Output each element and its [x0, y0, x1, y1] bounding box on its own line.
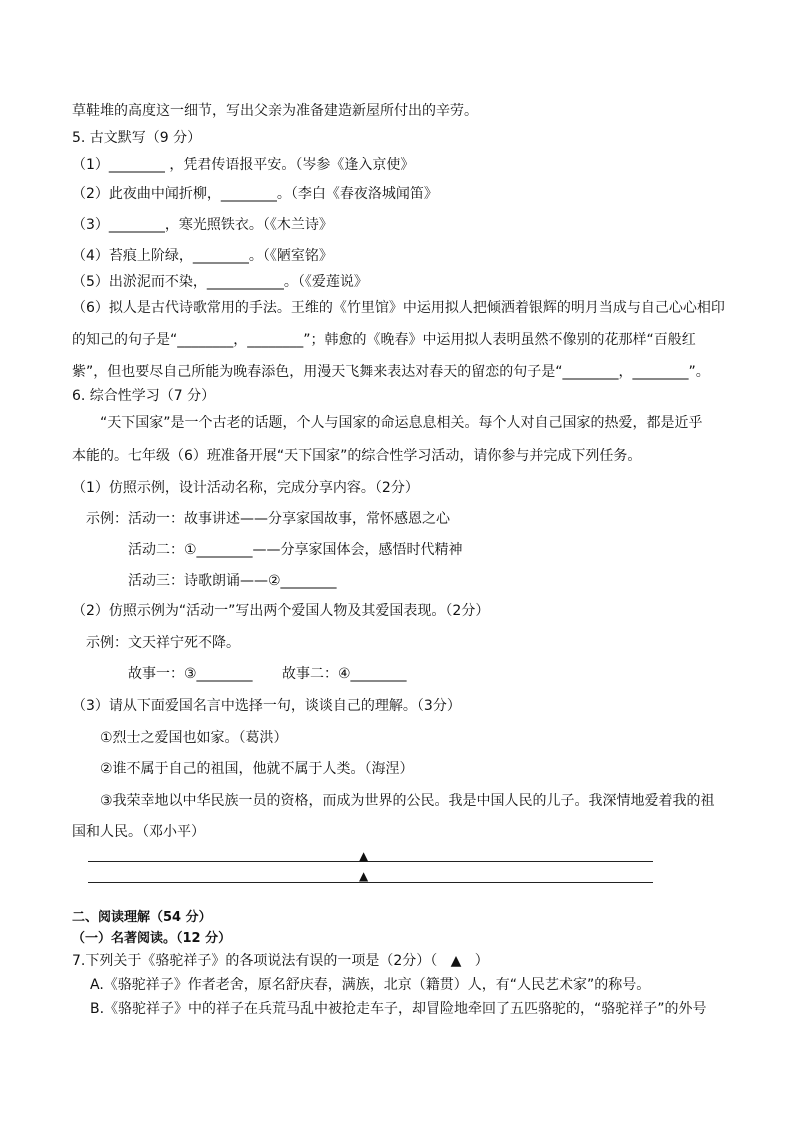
- subsection-heading-classics: （一）名著阅读。（12 分）: [72, 931, 232, 946]
- question-item: （3）请从下面爱国名言中选择一句，谈谈自己的理解。（3分）: [72, 698, 461, 714]
- paragraph-line: 本能的。七年级（6）班准备开展“天下国家”的综合性学习活动，请你参与并完成下列任务。: [72, 448, 642, 464]
- question-item: （3）________，寒光照铁衣。（《木兰诗》: [72, 217, 333, 233]
- quote-line: ③我荣幸地以中华民族一员的资格，而成为世界的公民。我是中国人民的儿子。我深情地爱着我的祖: [100, 793, 715, 809]
- triangle-marker: ▲: [359, 849, 369, 863]
- question-item: （2）此夜曲中闻折柳，________。（李白《春夜洛城闻笛》: [72, 186, 438, 202]
- option-b: B.《骆驼祥子》中的祥子在兵荒马乱中被抢走车子，却冒险地牵回了五匹骆驼的，“骆驼祥子”的外号: [90, 1001, 707, 1017]
- example-line: 活动二：①________——分享家国体会，感悟时代精神: [128, 542, 463, 558]
- question-item: （1）仿照示例，设计活动名称，完成分享内容。（2分）: [72, 480, 419, 496]
- question-item-continued: 紫”，但也要尽自己所能为晚春添色，用漫天飞舞来表达对春天的留恋的句子是“________，________”。: [72, 364, 710, 380]
- story-blank: 故事一：③________: [128, 666, 253, 682]
- section-heading-reading: 二、阅读理解（54 分）: [72, 910, 212, 925]
- section-heading-comprehensive-study: 6. 综合性学习（7 分）: [72, 388, 216, 404]
- example-line: 活动三：诗歌朗诵——②________: [128, 573, 337, 589]
- triangle-marker: ▲: [359, 869, 369, 883]
- question-item: （1）________ ，凭君传语报平安。（岑参《逢入京使》: [72, 157, 415, 173]
- quote-line-continued: 国和人民。（邓小平）: [72, 824, 205, 840]
- answer-text-line: 草鞋堆的高度这一细节，写出父亲为准备建造新屋所付出的辛劳。: [72, 103, 478, 119]
- question-item: （6）拟人是古代诗歌常用的手法。王维的《竹里馆》中运用拟人把倾洒着银辉的明月当成与自己心心相印: [72, 300, 725, 316]
- paragraph-line: “天下国家”是一个古老的话题，个人与国家的命运息息相关。每个人对自己国家的热爱，都是近乎: [100, 415, 703, 431]
- example-line: 示例：活动一：故事讲述——分享家国故事，常怀感恩之心: [86, 511, 450, 527]
- answer-line: [88, 861, 653, 862]
- question-item: 7.下列关于《骆驼祥子》的各项说法有误的一项是（2分）（ ▲ ）: [72, 953, 489, 969]
- question-item: （4）苔痕上阶绿，________。（《陋室铭》: [72, 248, 333, 264]
- section-heading-classical-recitation: 5. 古文默写（9 分）: [72, 130, 202, 146]
- question-item-continued: 的知己的句子是“________，________”；韩愈的《晚春》中运用拟人表明虽然不像别的花那样“百般红: [72, 332, 696, 348]
- example-line: 示例：文天祥宁死不降。: [86, 635, 240, 651]
- answer-line: [88, 882, 653, 883]
- quote-line: ①烈士之爱国也如家。（葛洪）: [100, 730, 288, 746]
- question-item: （2）仿照示例为“活动一”写出两个爱国人物及其爱国表现。（2分）: [72, 603, 490, 619]
- option-a: A.《骆驼祥子》作者老舍，原名舒庆春，满族，北京（籍贯）人，有“人民艺术家”的称号。: [90, 977, 651, 993]
- question-item: （5）出淤泥而不染，___________。（《爱莲说》: [72, 274, 368, 290]
- quote-line: ②谁不属于自己的祖国，他就不属于人类。（海涅）: [100, 761, 414, 777]
- story-blank: 故事二：④________: [282, 666, 407, 682]
